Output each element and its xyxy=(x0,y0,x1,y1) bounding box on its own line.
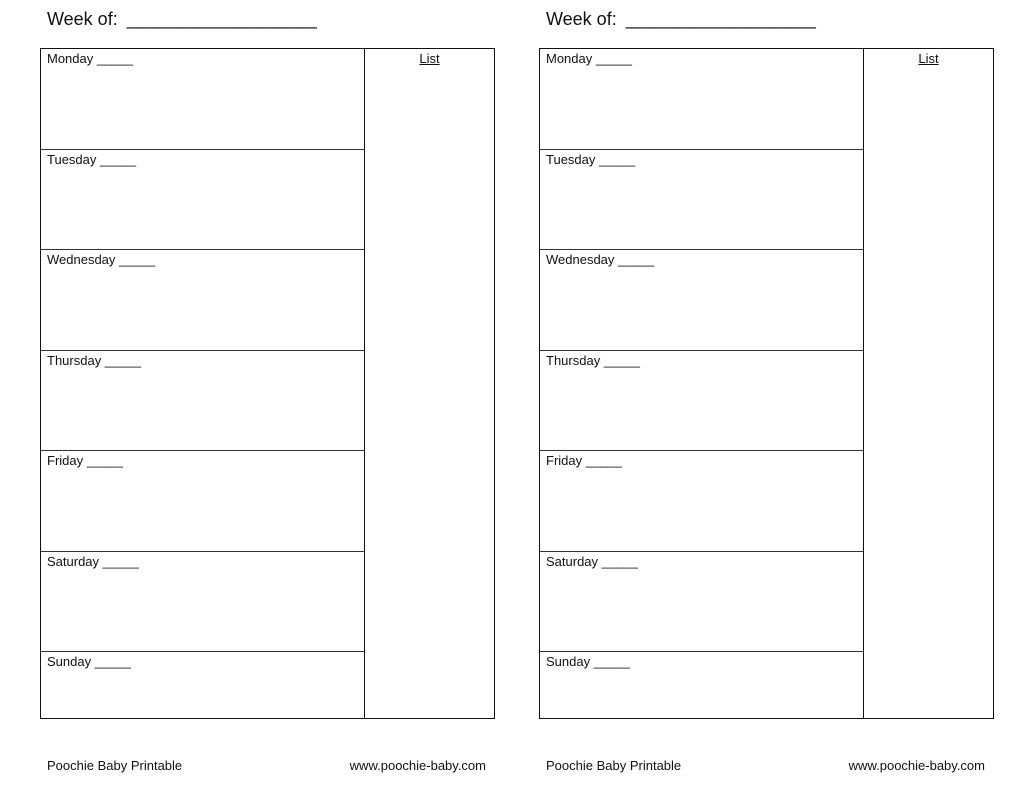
day-cell-friday xyxy=(41,451,364,552)
footer-brand: Poochie Baby Printable xyxy=(546,758,682,773)
day-cell-monday xyxy=(41,49,364,150)
day-label: Tuesday _____ xyxy=(546,151,636,167)
list-column xyxy=(365,49,494,718)
day-label: Saturday _____ xyxy=(47,553,139,569)
week-header xyxy=(47,9,317,30)
day-cell-thursday xyxy=(540,351,863,452)
week-of-blank: ___________________ xyxy=(625,9,816,29)
footer-brand: Poochie Baby Printable xyxy=(47,758,183,773)
day-cell-wednesday xyxy=(41,250,364,351)
day-label: Saturday _____ xyxy=(546,553,638,569)
day-cell-sunday xyxy=(540,652,863,718)
week-of-label: Week of: xyxy=(546,9,617,29)
week-of-blank: ___________________ xyxy=(126,9,317,29)
list-column xyxy=(864,49,993,718)
day-cell-sunday xyxy=(41,652,364,718)
day-cell-saturday xyxy=(540,552,863,653)
footer-url: www.poochie-baby.com xyxy=(349,758,486,773)
planner-grid xyxy=(539,48,994,719)
week-of-label: Week of: xyxy=(47,9,118,29)
day-label: Monday _____ xyxy=(47,51,134,66)
days-column xyxy=(41,49,365,718)
list-heading: List xyxy=(419,51,440,66)
day-label: Sunday _____ xyxy=(47,654,131,669)
day-label: Thursday _____ xyxy=(47,352,141,368)
day-cell-friday xyxy=(540,451,863,552)
day-label: Friday _____ xyxy=(47,453,123,468)
planner-left xyxy=(40,0,496,800)
day-label: Thursday _____ xyxy=(546,352,640,368)
planner-grid xyxy=(40,48,495,719)
day-cell-saturday xyxy=(41,552,364,653)
day-cell-monday xyxy=(540,49,863,150)
day-cell-tuesday xyxy=(41,150,364,251)
day-label: Wednesday _____ xyxy=(47,252,156,267)
day-cell-thursday xyxy=(41,351,364,452)
day-cell-wednesday xyxy=(540,250,863,351)
day-label: Sunday _____ xyxy=(546,654,630,669)
day-label: Tuesday _____ xyxy=(47,151,137,167)
days-column xyxy=(540,49,864,718)
week-header xyxy=(546,9,816,30)
list-heading: List xyxy=(918,51,939,66)
footer-url: www.poochie-baby.com xyxy=(848,758,985,773)
day-label: Friday _____ xyxy=(546,453,622,468)
day-label: Wednesday _____ xyxy=(546,252,655,267)
day-cell-tuesday xyxy=(540,150,863,251)
day-label: Monday _____ xyxy=(546,51,633,66)
planner-right xyxy=(539,0,995,800)
